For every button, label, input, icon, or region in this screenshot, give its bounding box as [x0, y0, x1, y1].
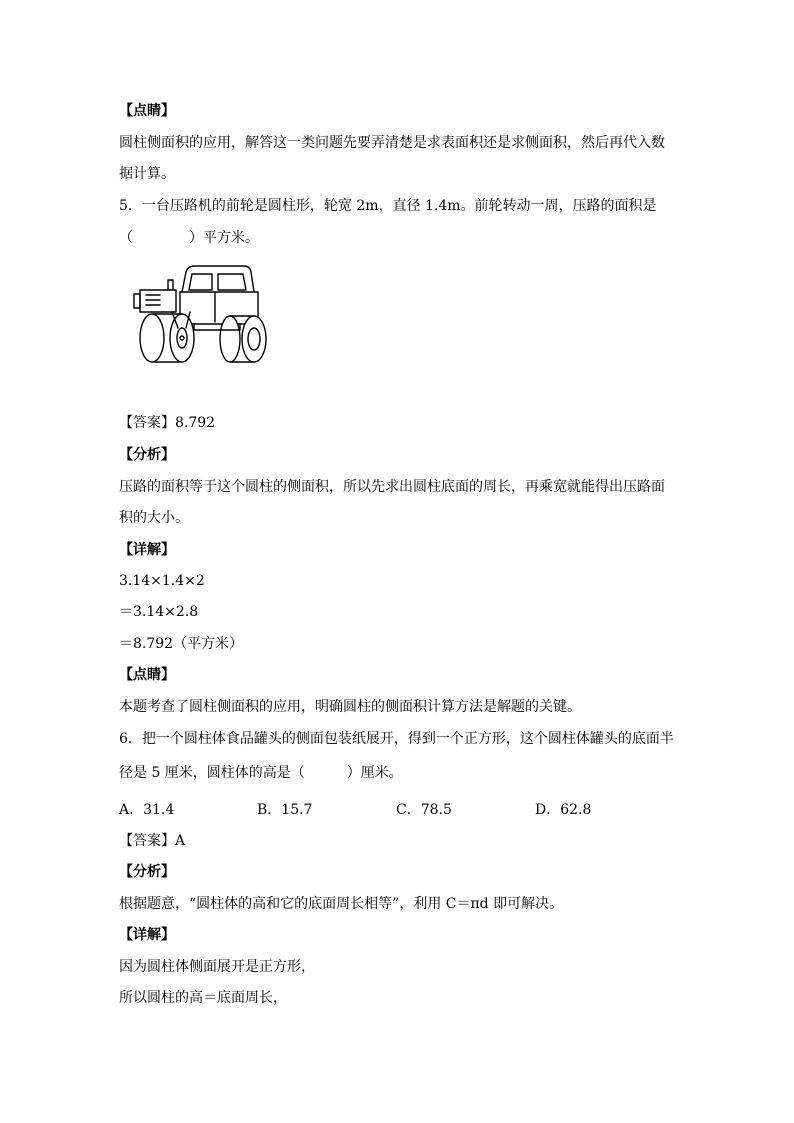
q6-answer: 【答案】A [119, 833, 186, 849]
dianjing-text-line1: 圆柱侧面积的应用，解答这一类问题先要弄清楚是求表面积还是求侧面积，然后再代入数 [119, 135, 665, 151]
q6-detail-heading: 【详解】 [119, 927, 175, 943]
q5-analysis-heading: 【分析】 [119, 447, 175, 463]
q5-analysis-line1: 压路的面积等于这个圆柱的侧面积，所以先求出圆柱底面的周长，再乘宽就能得出压路面 [119, 479, 665, 495]
q6-detail-line2: 所以圆柱的高＝底面周长， [119, 990, 287, 1006]
q5-calc-step2: ＝3.14×2.8 [119, 604, 199, 620]
q6-option-a: A．31.4 [119, 802, 175, 818]
q6-detail-line1: 因为圆柱体侧面展开是正方形， [119, 959, 315, 975]
q6-analysis-heading: 【分析】 [119, 864, 175, 880]
q5-calc-step3: ＝8.792（平方米） [119, 636, 244, 652]
q5-analysis-line2: 积的大小。 [119, 510, 189, 526]
dianjing-heading: 【点睛】 [119, 103, 175, 119]
dianjing-text-line2: 据计算。 [119, 166, 175, 182]
road-roller-icon [120, 262, 276, 368]
q5-dianjing-text: 本题考查了圆柱侧面积的应用，明确圆柱的侧面积计算方法是解题的关键。 [119, 699, 581, 715]
q5-calc-step1: 3.14×1.4×2 [119, 573, 205, 589]
q6-option-b: B．15.7 [257, 802, 313, 818]
question-6-line2: 径是 5 厘米，圆柱体的高是（ ）厘米。 [119, 765, 403, 781]
q5-detail-heading: 【详解】 [119, 542, 175, 558]
q6-options [119, 799, 679, 819]
question-6-line1: 6．把一个圆柱体食品罐头的侧面包装纸展开，得到一个正方形，这个圆柱体罐头的底面半 [119, 731, 674, 747]
q6-option-d: D．62.8 [535, 802, 592, 818]
question-5-line1: 5．一台压路机的前轮是圆柱形，轮宽 2m，直径 1.4m。前轮转动一周，压路的面积是 [119, 198, 657, 214]
q6-option-c: C．78.5 [396, 802, 452, 818]
question-5-line2: （ ）平方米。 [119, 230, 259, 246]
q5-answer: 【答案】8.792 [119, 415, 216, 431]
q5-dianjing-heading: 【点睛】 [119, 667, 175, 683]
q6-analysis-text: 根据题意，“圆柱体的高和它的底面周长相等”，利用 C＝πd 即可解决。 [119, 896, 564, 912]
